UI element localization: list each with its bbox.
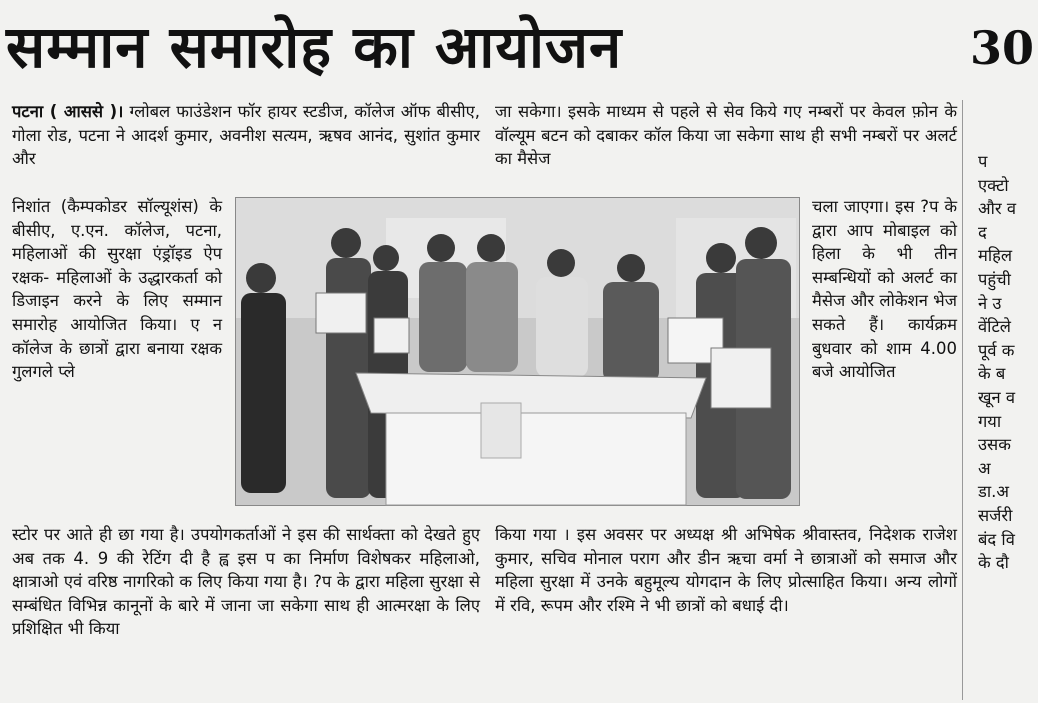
col2-bottom xyxy=(495,523,957,703)
adjacent-fragment: एक्टो xyxy=(978,175,1009,195)
col1-top xyxy=(12,100,480,195)
adjacent-fragment: ने उ xyxy=(978,293,1002,313)
adjacent-fragment: वेंटिले xyxy=(978,317,1011,337)
col1-mid-text: निशांत (कैम्पकोडर सॉल्यूशंस) के बीसीए, ए.एन. कॉलेज, पटना, महिलाओं की सुरक्षा एंड्रॉइड ऐप रक्षक- महिलाओं के उद्धारकर्ता को डिजाइन करने के लिए सम्मान समारोह आयोजित किया। ए न कॉलेज के छात्रों द्वारा बनाया रक्षक गुलगले प्ले xyxy=(12,197,222,382)
adjacent-fragment: बंद वि xyxy=(978,529,1015,549)
adjacent-fragment: के ब xyxy=(978,364,1006,384)
column-rule xyxy=(962,100,963,700)
adjacent-fragment: पहुंची xyxy=(978,269,1011,289)
adjacent-fragment: द xyxy=(978,222,987,242)
headline: सम्मान समारोह का आयोजन xyxy=(6,13,623,81)
adjacent-fragment: सर्जरी xyxy=(978,505,1013,525)
col1-bottom-text: स्टोर पर आते ही छा गया है। उपयोगकर्ताओं ने इस की सार्थक्ता को देखते हुए अब तक 4. 9 की रेटिंग दी है ह्व इस प का निर्माण विशेषकर महिलाओ, क्षात्राओ एवं वरिष्ठ नागरिको क लिए किया गया है। ?प के द्वारा महिला सुरक्षा से सम्बंधित विभिन्न कानूनों के बारे में जाना जा सकेगा साथ ही आत्मरक्षा के लिए प्रशिक्षित भी किया xyxy=(12,525,480,639)
col1-mid xyxy=(12,195,222,525)
adjacent-fragment: गया xyxy=(978,411,1002,431)
adjacent-fragment: उसक xyxy=(978,435,1011,455)
adjacent-fragment: पूर्व क xyxy=(978,340,1015,360)
col1-bottom xyxy=(12,523,480,703)
adjacent-fragment: के दौ xyxy=(978,553,1009,573)
adjacent-fragment: खून व xyxy=(978,387,1016,407)
adjacent-fragment: और व xyxy=(978,199,1017,219)
dateline: पटना ( आससे )। xyxy=(12,102,124,121)
col2-bottom-text: किया गया । इस अवसर पर अध्यक्ष श्री अभिषेक श्रीवास्तव, निदेशक राजेश कुमार, सचिव मोनाल पराग और डीन ऋचा वर्मा ने छात्राओं को समाज और महिला सुरक्षा में उनके बहुमूल्य योगदान के लिए प्रोत्साहित किया। अन्य लोगों में रवि, रूपम और रश्मि ने भी छात्रों को बधाई दी। xyxy=(495,525,957,615)
edge-number: 30 xyxy=(970,21,1035,75)
col1-top-text: ग्लोबल फाउंडेशन फॉर हायर स्टडीज, कॉलेज ऑफ बीसीए, गोला रोड, पटना ने आदर्श कुमार, अवनीश सत्यम, ऋषव आनंद, सुशांत कुमार और xyxy=(12,102,480,169)
event-photo xyxy=(235,197,800,506)
col2-mid xyxy=(812,195,957,525)
event-photo-illustration xyxy=(236,198,799,505)
col2-mid-text: चला जाएगा। इस ?प के द्वारा आप मोबाइल को हिला के भी तीन सम्बन्धियों को अलर्ट का मैसेज और लोकेशन भेज सकते हैं। कार्यक्रम बुधवार को शाम 4.00 बजे आयोजित xyxy=(812,197,957,382)
adjacent-fragment: अ xyxy=(978,458,991,478)
adjacent-fragment: महिल xyxy=(978,246,1013,266)
adjacent-fragment: प xyxy=(978,152,988,171)
col2-top-text: जा सकेगा। इसके माध्यम से पहले से सेव किये गए नम्बरों पर केवल फ़ोन के वॉल्यूम बटन को दबाकर कॉल किया जा सकेगा साथ ही सभी नम्बरों पर अलर्ट का मैसेज xyxy=(495,102,957,169)
col2-top xyxy=(495,100,957,195)
adjacent-fragment: डा.अ xyxy=(978,482,1009,502)
adjacent-column xyxy=(978,150,1038,575)
